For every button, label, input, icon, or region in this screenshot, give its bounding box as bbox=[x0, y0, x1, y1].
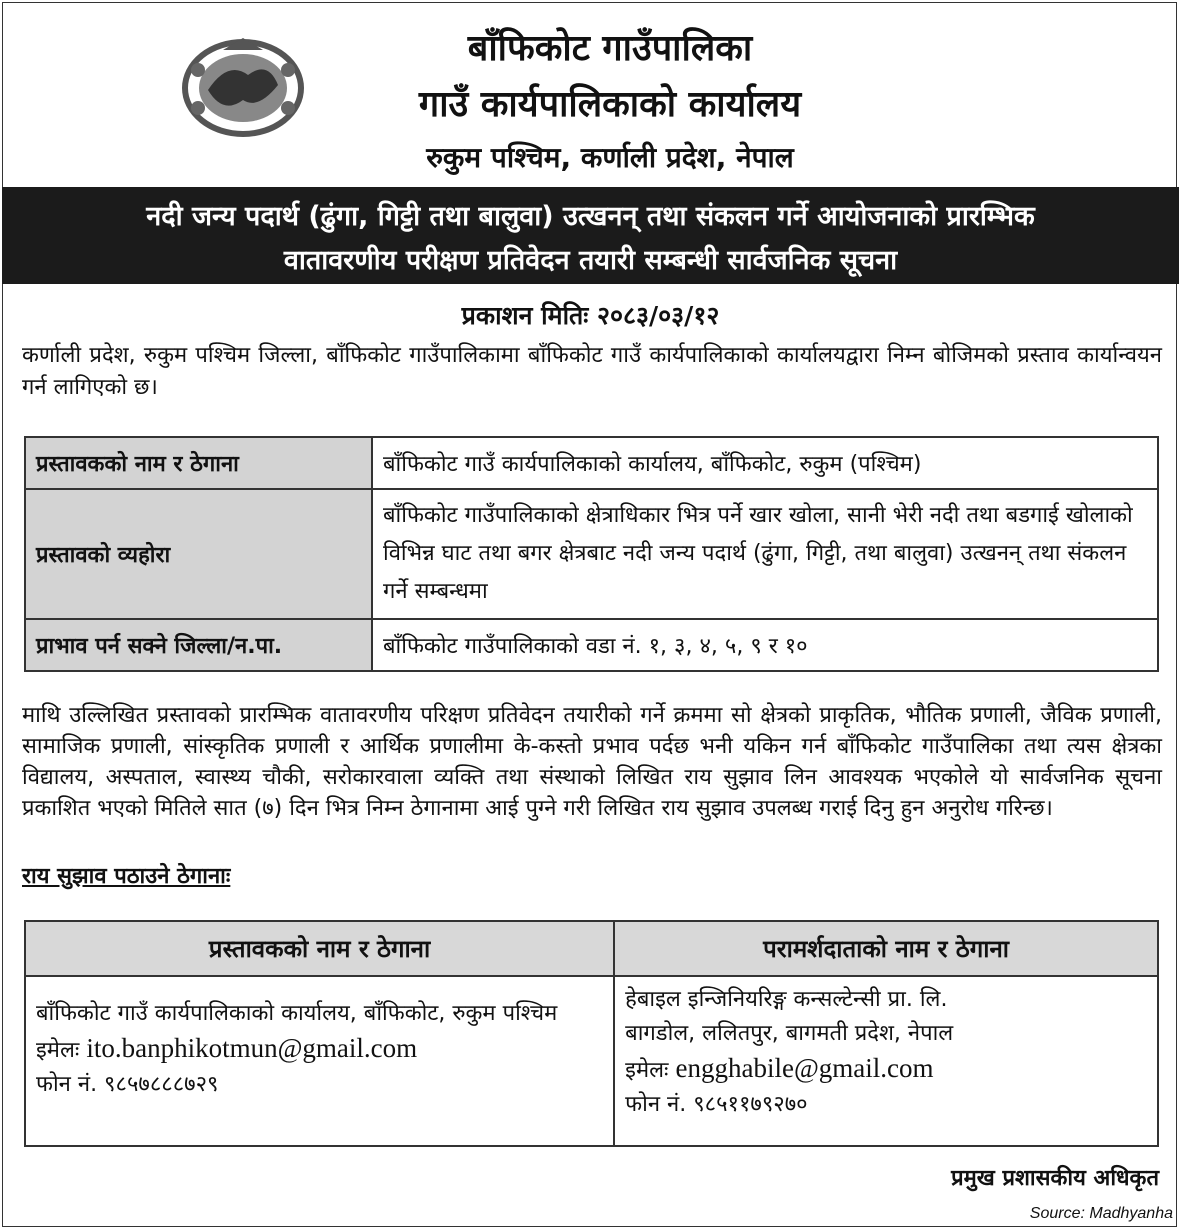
office-location: रुकुम पश्चिम, कर्णाली प्रदेश, नेपाल bbox=[426, 141, 794, 174]
address-table bbox=[24, 920, 1159, 1147]
consultant-email[interactable]: engghabile@gmail.com bbox=[675, 1053, 934, 1083]
publication-date: प्रकाशन मितिः २०८३/०३/१२ bbox=[461, 301, 720, 330]
source-credit: Source: Madhyanha bbox=[1029, 1205, 1173, 1222]
municipality-name: बाँफिकोट गाउँपालिका bbox=[467, 28, 753, 69]
signer-title: प्रमुख प्रशासकीय अधिकृत bbox=[951, 1166, 1159, 1191]
intro-paragraph: कर्णाली प्रदेश, रुकुम पश्चिम जिल्ला, बाँफिकोट गाउँपालिकामा बाँफिकोट गाउँ कार्यपालिकाको कार्यालयद्वारा निम्न बोजिमको प्रस्ताव कार्यान्वयन गर्न लागिएको छ। bbox=[22, 343, 1162, 400]
nepal-government-emblem-icon bbox=[178, 30, 308, 140]
table-row bbox=[25, 489, 1158, 619]
proposer-column-header: प्रस्तावकको नाम र ठेगाना bbox=[25, 921, 614, 976]
body-paragraph: माथि उल्लिखित प्रस्तावको प्रारम्भिक वातावरणीय परिक्षण प्रतिवेदन तयारीको गर्ने क्रममा सो क्षेत्रको प्राकृतिक, भौतिक प्रणाली, जैविक प्रणाली, सामाजिक प्रणाली, सांस्कृतिक प्रणाली र आर्थिक प्रणालीमा के-कस्तो प्रभाव पर्दछ भनी यकिन गर्न बाँफिकोट गाउँपालिका तथा त्यस क्षेत्रका विद्यालय, अस्पताल, स्वास्थ्य चौकी, सरोकारवाला व्यक्ति तथा संस्थाको लिखित राय सुझाव लिन आवश्यक भएकोले यो सार्वजनिक सूचना प्रकाशित भएको मितिले सात (७) दिन भित्र निम्न ठेगानामा आई पुग्ने गरी लिखित राय सुझाव उपलब्ध गराई दिनु हुन अनुरोध गरिन्छ। bbox=[22, 703, 1162, 821]
table-label: प्रस्तावको व्यहोरा bbox=[25, 489, 372, 619]
table-value: बाँफिकोट गाउँ कार्यपालिकाको कार्यालय, बाँफिकोट, रुकुम (पश्चिम) bbox=[372, 437, 1158, 489]
consultant-email-line bbox=[625, 1051, 1147, 1088]
table-row bbox=[25, 437, 1158, 489]
consultant-column-header: परामर्शदाताको नाम र ठेगाना bbox=[614, 921, 1158, 976]
table-row bbox=[25, 976, 1158, 1146]
table-header-row bbox=[25, 921, 1158, 976]
table-value: बाँफिकोट गाउँपालिकाको वडा नं. १, ३, ४, ५, ९ र १० bbox=[372, 619, 1158, 671]
consultant-address-cell bbox=[614, 976, 1158, 1146]
table-label: प्रस्तावकको नाम र ठेगाना bbox=[25, 437, 372, 489]
notice-title-line2: वातावरणीय परीक्षण प्रतिवेदन तयारी सम्बन्धी सार्वजनिक सूचना bbox=[283, 245, 898, 276]
table-row bbox=[25, 619, 1158, 671]
proposer-address-cell bbox=[25, 976, 614, 1146]
proposer-email-line bbox=[36, 1031, 603, 1068]
table-label: प्राभाव पर्न सक्ने जिल्ला/न.पा. bbox=[25, 619, 372, 671]
proposal-table bbox=[24, 436, 1159, 672]
consultant-name: हेबाइल इन्जिनियरिङ्ग कन्सल्टेन्सी प्रा. लि. bbox=[625, 987, 948, 1012]
proposer-phone: फोन नं. ९८५७८८८७२९ bbox=[36, 1072, 219, 1097]
table-value: बाँफिकोट गाउँपालिकाको क्षेत्राधिकार भित्र पर्ने खार खोला, सानी भेरी नदी तथा बडगाई खोलाको विभिन्न घाट तथा बगर क्षेत्रबाट नदी जन्य पदार्थ (ढुंगा, गिट्टी, तथा बालुवा) उत्खनन् तथा संकलन गर्ने सम्बन्धमा bbox=[372, 489, 1158, 619]
notice-title-band bbox=[2, 187, 1179, 284]
proposer-name: बाँफिकोट गाउँ कार्यपालिकाको कार्यालय, बाँफिकोट, रुकुम पश्चिम bbox=[36, 1001, 558, 1026]
notice-title-line1: नदी जन्य पदार्थ (ढुंगा, गिट्टी तथा बालुवा) उत्खनन् तथा संकलन गर्ने आयोजनाको प्रारम्भिक bbox=[146, 201, 1035, 232]
consultant-phone: फोन नं. ९८५११७९२७० bbox=[625, 1092, 808, 1117]
email-label: इमेलः bbox=[625, 1058, 669, 1083]
address-section-title: राय सुझाव पठाउने ठेगानाः bbox=[22, 864, 231, 889]
proposer-email[interactable]: ito.banphikotmun@gmail.com bbox=[86, 1033, 418, 1063]
office-name: गाउँ कार्यपालिकाको कार्यालय bbox=[418, 84, 802, 125]
email-label: इमेलः bbox=[36, 1038, 80, 1063]
consultant-location: बागडोल, ललितपुर, बागमती प्रदेश, नेपाल bbox=[625, 1021, 954, 1046]
